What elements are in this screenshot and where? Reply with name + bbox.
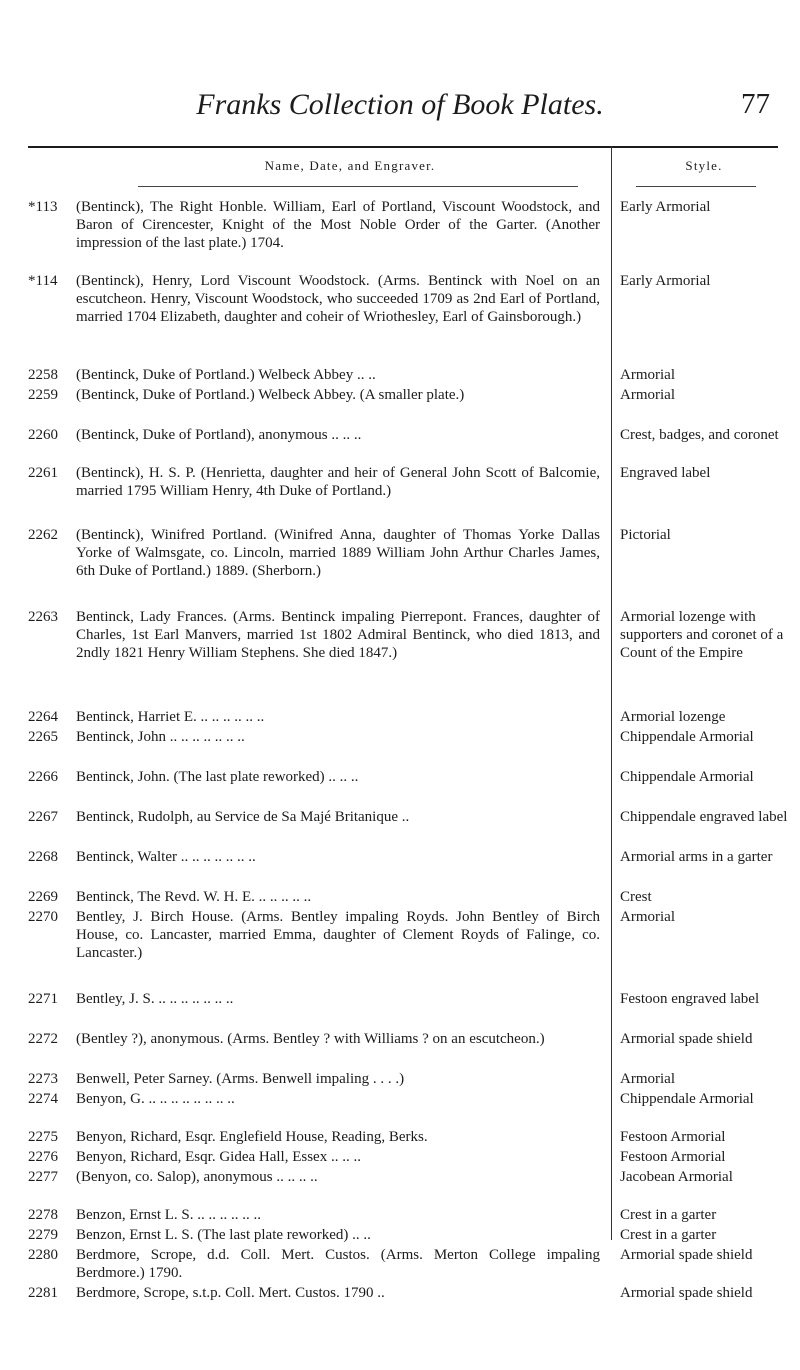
entry-style: Jacobean Armorial [620,1169,733,1185]
entry-style: Festoon Armorial [620,1129,726,1145]
entry-description: (Bentinck), H. S. P. (Henrietta, daughter and heir of General John Scott of Balcomie, married 1795 William Henry, 4th Duke of Portland.) [76,465,600,499]
entry-style: Chippendale Armorial [620,729,754,745]
running-title: Franks Collection of Book Plates. [196,88,604,121]
entry-number: 2270 [28,909,58,925]
entry-style: Armorial lozenge with supporters and coronet of a Count of the Empire [620,609,784,661]
entry-style: Armorial spade shield [620,1285,753,1301]
entry-number: 2264 [28,709,58,725]
entry-description: Benwell, Peter Sarney. (Arms. Benwell impaling . . . .) [76,1071,405,1087]
entry-description: (Bentinck), Henry, Lord Viscount Woodstock. (Arms. Bentinck with Noel on an escutcheon. Henry, Viscount Woodstock, who succeeded 1709 as 2nd Earl of Portland, married 1704 Elizabeth, daughter and coheir of Wriothesley, Earl of Gainsborough.) [76,273,600,325]
entry-description: Berdmore, Scrope, d.d. Coll. Mert. Custos. (Arms. Merton College impaling Berdmore.) 1790. [76,1247,600,1281]
entry-number: 2259 [28,387,58,403]
entry-number: 2280 [28,1247,58,1263]
entry-description: Bentinck, Lady Frances. (Arms. Bentinck impaling Pierrepont. Frances, daughter of Charles, 1st Earl Manvers, married 1st 1802 Admiral Bentinck, who died 1813, and 2ndly 1821 Henry William Stephens. She died 1847.) [76,609,600,661]
entry-description: Bentinck, Rudolph, au Service de Sa Majé Britanique .. [76,809,410,825]
entry-style: Early Armorial [620,199,711,215]
entry-number: 2274 [28,1091,58,1107]
entry-description: Bentinck, John .. .. .. .. .. .. .. [76,729,245,745]
entry-style: Armorial [620,387,675,403]
entry-number: 2262 [28,527,58,543]
entry-number: 2261 [28,465,58,481]
entry-style: Engraved label [620,465,711,481]
entry-description: (Bentinck, Duke of Portland.) Welbeck Abbey .. .. [76,367,376,383]
entry-style: Armorial [620,1071,675,1087]
entry-style: Armorial spade shield [620,1031,753,1047]
entry-description: Benyon, G. .. .. .. .. .. .. .. .. [76,1091,235,1107]
entry-number: *114 [28,273,58,289]
entry-number: 2263 [28,609,58,625]
entry-description: (Bentinck, Duke of Portland), anonymous .. .. .. [76,427,362,443]
entry-style: Crest [620,889,652,905]
entry-description: Benzon, Ernst L. S. (The last plate reworked) .. .. [76,1227,371,1243]
entry-style: Armorial spade shield [620,1247,753,1263]
entry-description: Benyon, Richard, Esqr. Gidea Hall, Essex .. .. .. [76,1149,361,1165]
entry-number: 2281 [28,1285,58,1301]
entry-style: Chippendale Armorial [620,769,754,785]
entry-number: 2277 [28,1169,58,1185]
column-header-style: Style. [685,158,723,173]
entry-description: Benzon, Ernst L. S. .. .. .. .. .. .. [76,1207,261,1223]
entry-description: Bentley, J. Birch House. (Arms. Bentley impaling Royds. John Bentley of Birch House, co. Lancaster, married Emma, daughter of Clement Royds of Falinge, co. Lancaster.) [76,909,600,961]
entry-description: Bentinck, John. (The last plate reworked) .. .. .. [76,769,359,785]
entry-description: Benyon, Richard, Esqr. Englefield House, Reading, Berks. [76,1129,428,1145]
entry-style: Chippendale Armorial [620,1091,754,1107]
entry-style: Festoon engraved label [620,991,760,1007]
page-number: 77 [741,88,770,120]
entry-number: 2269 [28,889,58,905]
entry-description: Bentinck, The Revd. W. H. E. .. .. .. .. .. [76,889,312,905]
entry-description: Bentinck, Harriet E. .. .. .. .. .. .. [76,709,265,725]
entry-number: 2275 [28,1129,58,1145]
entry-number: 2279 [28,1227,58,1243]
entry-number: 2266 [28,769,58,785]
column-header-name: Name, Date, and Engraver. [264,158,436,173]
entry-number: 2265 [28,729,58,745]
entry-number: 2276 [28,1149,58,1165]
entry-style: Armorial [620,367,675,383]
entry-description: (Bentinck), Winifred Portland. (Winifred Anna, daughter of Thomas Yorke Dallas Yorke of Walmsgate, co. Lincoln, married 1889 William John Arthur Charles James, 6th Duke of Portland.) 1889. (Sherborn.) [76,527,600,579]
entry-style: Armorial arms in a garter [620,849,773,865]
entry-style: Crest, badges, and coronet [620,427,779,443]
entry-number: 2260 [28,427,58,443]
entry-description: (Bentinck, Duke of Portland.) Welbeck Abbey. (A smaller plate.) [76,387,465,403]
entry-description: Berdmore, Scrope, s.t.p. Coll. Mert. Custos. 1790 .. [76,1285,385,1301]
entry-style: Crest in a garter [620,1227,717,1243]
entry-style: Crest in a garter [620,1207,717,1223]
entry-style: Pictorial [620,527,671,543]
entry-number: 2278 [28,1207,58,1223]
entry-style: Armorial lozenge [620,709,726,725]
entry-number: 2267 [28,809,58,825]
entry-style: Early Armorial [620,273,711,289]
entry-description: (Bentinck), The Right Honble. William, Earl of Portland, Viscount Woodstock, and Baron of Cirencester, Knight of the Most Noble Order of the Garter. (Another impression of the last plate.) 1704. [76,199,600,251]
entry-description: (Benyon, co. Salop), anonymous .. .. .. .. [76,1169,318,1185]
entry-number: *113 [28,199,58,215]
entry-description: Bentley, J. S. .. .. .. .. .. .. .. [76,991,234,1007]
entry-description: (Bentley ?), anonymous. (Arms. Bentley ? with Williams ? on an escutcheon.) [76,1031,545,1047]
entry-number: 2273 [28,1071,58,1087]
entry-style: Festoon Armorial [620,1149,726,1165]
entry-number: 2268 [28,849,58,865]
entry-description: Bentinck, Walter .. .. .. .. .. .. .. [76,849,256,865]
entry-style: Chippendale engraved label [620,809,788,825]
entry-number: 2272 [28,1031,58,1047]
entry-number: 2271 [28,991,58,1007]
entry-style: Armorial [620,909,675,925]
entry-number: 2258 [28,367,58,383]
